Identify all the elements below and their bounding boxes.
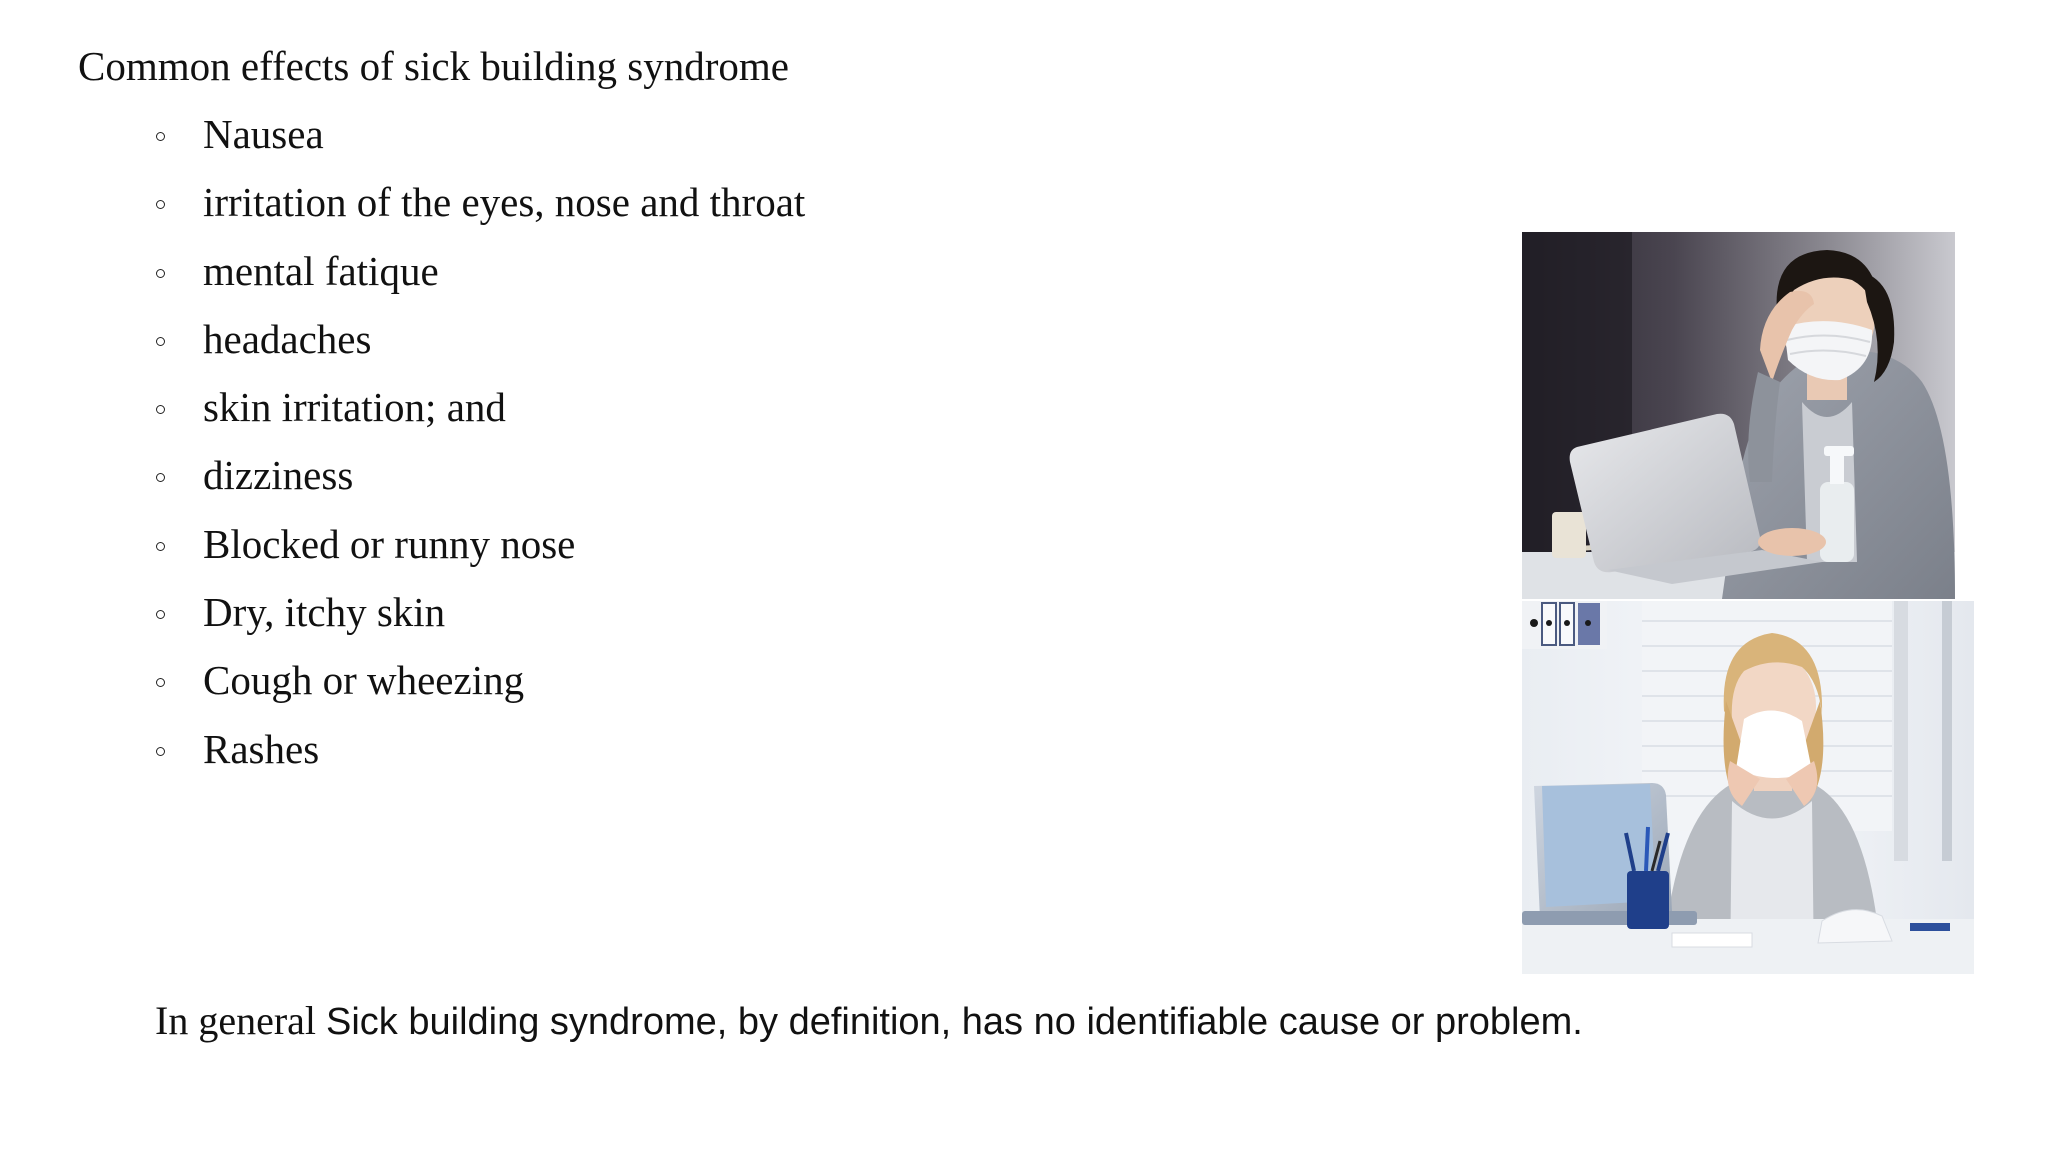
masked-woman-photo bbox=[1522, 232, 1955, 599]
hollow-circle-bullet-icon bbox=[156, 132, 165, 141]
hollow-circle-bullet-icon bbox=[156, 337, 165, 346]
footer-lead-text: In general bbox=[155, 998, 327, 1043]
hollow-circle-bullet-icon bbox=[156, 678, 165, 687]
effect-text: Dry, itchy skin bbox=[203, 589, 446, 636]
footer-rest-text: Sick building syndrome, by definition, has no identifiable cause or problem. bbox=[326, 1001, 1583, 1043]
hollow-circle-bullet-icon bbox=[156, 747, 165, 756]
hollow-circle-bullet-icon bbox=[156, 269, 165, 278]
effect-text: Cough or wheezing bbox=[203, 657, 525, 704]
hollow-circle-bullet-icon bbox=[156, 473, 165, 482]
slide-heading: Common effects of sick building syndrome bbox=[78, 43, 789, 89]
sneezing-woman-photo bbox=[1522, 601, 1974, 974]
effect-text: mental fatique bbox=[203, 247, 439, 294]
effect-text: dizziness bbox=[203, 452, 354, 499]
effect-text: headaches bbox=[203, 315, 372, 362]
hollow-circle-bullet-icon bbox=[156, 610, 165, 619]
effect-text: Nausea bbox=[203, 111, 324, 157]
hollow-circle-bullet-icon bbox=[156, 542, 165, 551]
hollow-circle-bullet-icon bbox=[156, 405, 165, 414]
effect-text: Rashes bbox=[203, 725, 320, 772]
hollow-circle-bullet-icon bbox=[156, 200, 165, 209]
footer-statement bbox=[155, 995, 1583, 1048]
effect-text: skin irritation; and bbox=[203, 384, 506, 431]
effect-text: Blocked or runny nose bbox=[203, 520, 576, 567]
effect-text: irritation of the eyes, nose and throat bbox=[203, 179, 806, 226]
